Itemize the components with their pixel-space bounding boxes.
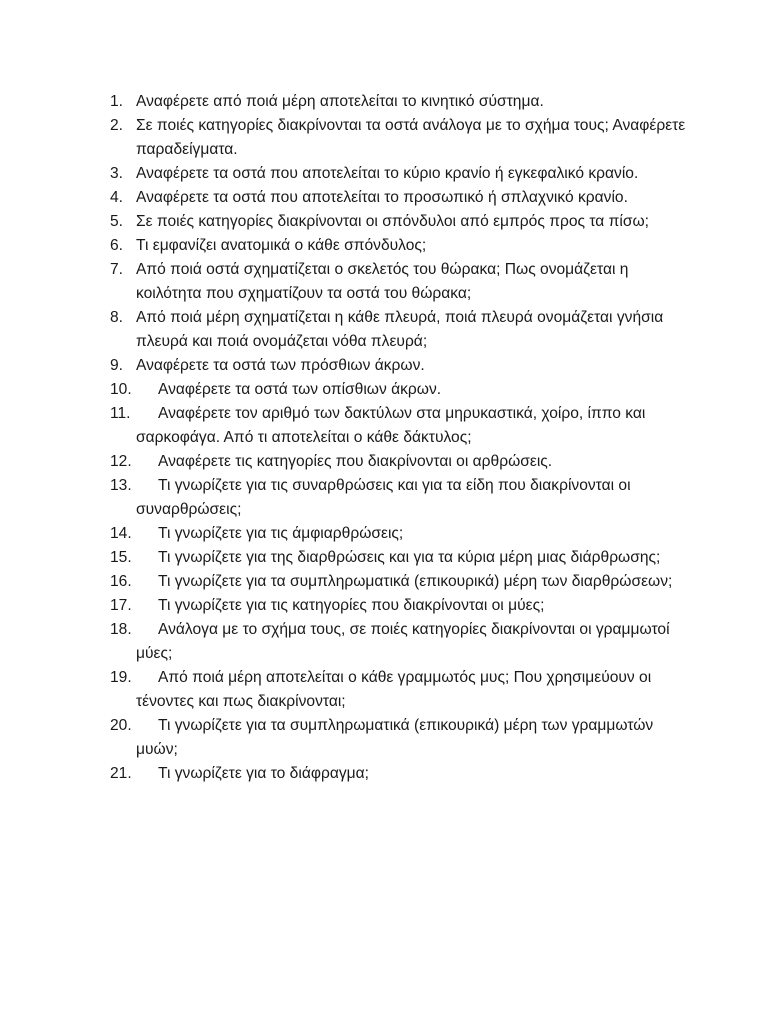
list-item <box>110 258 690 306</box>
item-text: Τι γνωρίζετε για τις συναρθρώσεις και για τα είδη που διακρίνονται οι συναρθρώσεις; <box>136 477 631 518</box>
list-item <box>110 522 690 546</box>
item-text: Ανάλογα με το σχήμα τους, σε ποιές κατηγορίες διακρίνονται οι γραμμωτοί μύες; <box>136 621 670 662</box>
list-item <box>110 474 690 522</box>
item-number: 15. <box>110 549 132 566</box>
item-text: Σε ποιές κατηγορίες διακρίνονται οι σπόνδυλοι από εμπρός προς τα πίσω; <box>136 213 649 230</box>
question-list <box>110 90 690 786</box>
list-item <box>110 762 690 786</box>
item-text: Τι γνωρίζετε για τις κατηγορίες που διακρίνονται οι μύες; <box>158 597 545 614</box>
item-number: 18. <box>110 621 132 638</box>
item-number: 14. <box>110 525 132 542</box>
item-number: 21. <box>110 765 132 782</box>
list-item <box>110 714 690 762</box>
item-text: Από ποιά οστά σχηματίζεται ο σκελετός του θώρακα; Πως ονομάζεται η κοιλότητα που σχηματίζουν τα οστά του θώρακα; <box>136 261 629 302</box>
item-text: Τι γνωρίζετε για τα συμπληρωματικά (επικουρικά) μέρη των γραμμωτών μυών; <box>136 717 654 758</box>
item-number: 3. <box>110 165 124 182</box>
item-text: Αναφέρετε τα οστά των οπίσθιων άκρων. <box>158 381 442 398</box>
item-number: 4. <box>110 189 124 206</box>
item-number: 7. <box>110 261 124 278</box>
item-number: 8. <box>110 309 124 326</box>
item-number: 10. <box>110 381 132 398</box>
item-text: Από ποιά μέρη σχηματίζεται η κάθε πλευρά, ποιά πλευρά ονομάζεται γνήσια πλευρά και ποιά ονομάζεται νόθα πλευρά; <box>136 309 664 350</box>
list-item <box>110 450 690 474</box>
item-number: 20. <box>110 717 132 734</box>
item-text: Από ποιά μέρη αποτελείται ο κάθε γραμμωτός μυς; Που χρησιμεύουν οι τένοντες και πως διακρίνονται; <box>136 669 652 710</box>
item-number: 12. <box>110 453 132 470</box>
item-number: 16. <box>110 573 132 590</box>
list-item <box>110 306 690 354</box>
list-item <box>110 210 690 234</box>
item-number: 6. <box>110 237 124 254</box>
list-item <box>110 114 690 162</box>
list-item <box>110 378 690 402</box>
list-item <box>110 570 690 594</box>
list-item <box>110 402 690 450</box>
item-text: Τι γνωρίζετε για της διαρθρώσεις και για τα κύρια μέρη μιας διάρθρωσης; <box>158 549 661 566</box>
item-text: Αναφέρετε τα οστά των πρόσθιων άκρων. <box>136 357 425 374</box>
item-number: 11. <box>110 405 131 422</box>
item-text: Τι εμφανίζει ανατομικά ο κάθε σπόνδυλος; <box>136 237 427 254</box>
list-item <box>110 90 690 114</box>
item-text: Αναφέρετε τον αριθμό των δακτύλων στα μηρυκαστικά, χοίρο, ίππο και σαρκοφάγα. Από τι αποτελείται ο κάθε δάκτυλος; <box>136 405 646 446</box>
item-text: Αναφέρετε τις κατηγορίες που διακρίνονται οι αρθρώσεις. <box>158 453 553 470</box>
list-item <box>110 546 690 570</box>
list-item <box>110 594 690 618</box>
list-item <box>110 162 690 186</box>
item-text: Αναφέρετε τα οστά που αποτελείται το κύριο κρανίο ή εγκεφαλικό κρανίο. <box>136 165 639 182</box>
item-number: 13. <box>110 477 132 494</box>
list-item <box>110 618 690 666</box>
item-text: Τι γνωρίζετε για το διάφραγμα; <box>158 765 369 782</box>
list-item <box>110 666 690 714</box>
item-text: Σε ποιές κατηγορίες διακρίνονται τα οστά ανάλογα με το σχήμα τους; Αναφέρετε παραδείγματα. <box>136 117 686 158</box>
item-text: Τι γνωρίζετε για τα συμπληρωματικά (επικουρικά) μέρη των διαρθρώσεων; <box>158 573 673 590</box>
item-text: Αναφέρετε τα οστά που αποτελείται το προσωπικό ή σπλαχνικό κρανίο. <box>136 189 628 206</box>
item-number: 2. <box>110 117 124 134</box>
item-text: Τι γνωρίζετε για τις άμφιαρθρώσεις; <box>158 525 404 542</box>
item-number: 19. <box>110 669 132 686</box>
item-text: Αναφέρετε από ποιά μέρη αποτελείται το κινητικό σύστημα. <box>136 93 544 110</box>
list-item <box>110 186 690 210</box>
list-item <box>110 234 690 258</box>
item-number: 1. <box>110 93 124 110</box>
list-item <box>110 354 690 378</box>
item-number: 5. <box>110 213 124 230</box>
item-number: 17. <box>110 597 132 614</box>
item-number: 9. <box>110 357 124 374</box>
